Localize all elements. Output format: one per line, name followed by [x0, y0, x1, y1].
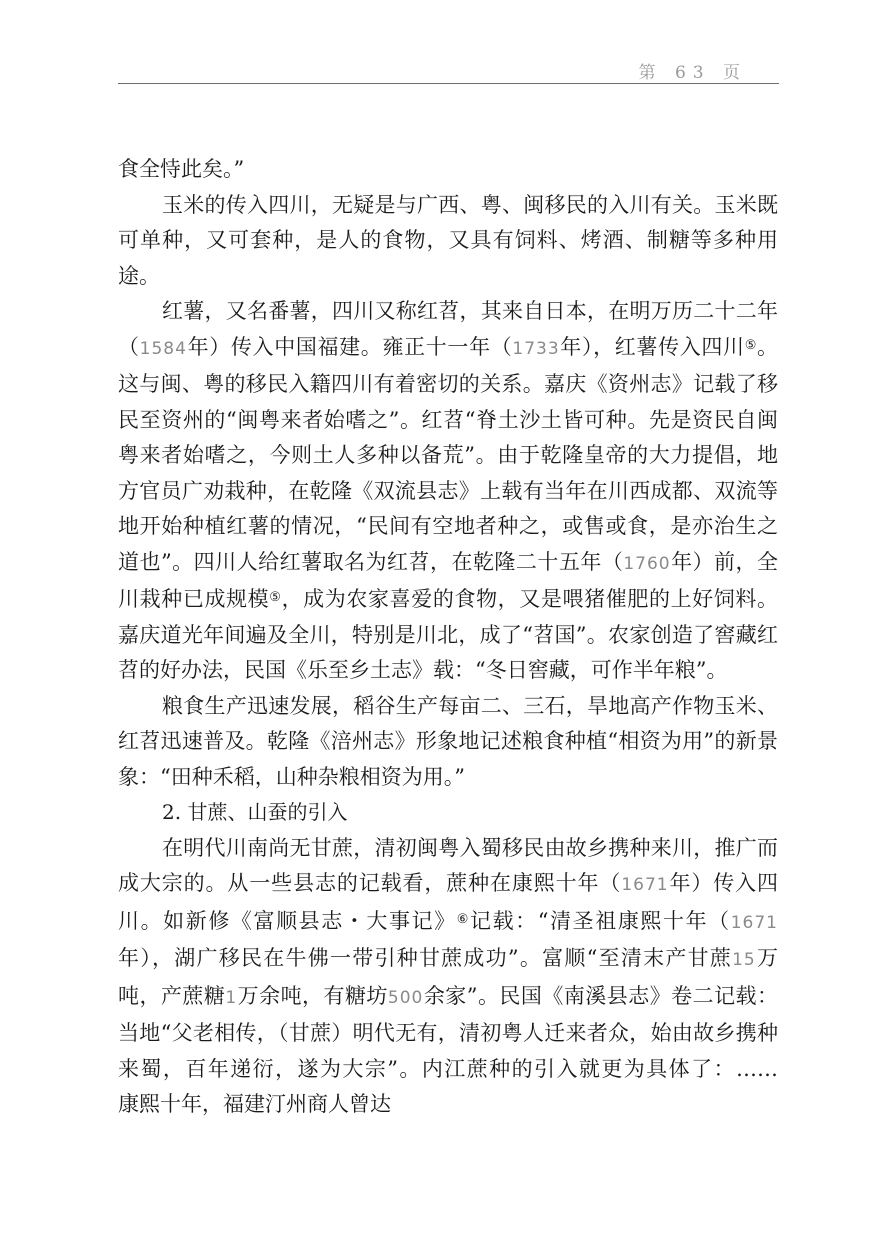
- paragraph-3: [118, 294, 778, 689]
- footnote-marker: ⑥: [456, 911, 470, 927]
- year-1760: 1760: [623, 553, 671, 574]
- quantity-value: 1: [225, 987, 238, 1008]
- paragraph-5: [118, 831, 799, 1123]
- paragraph-3-text: 红薯，又名番薯，四川又称红苕，其来自日本，在明万历二十二年（: [118, 299, 778, 359]
- header-rule: [118, 83, 779, 84]
- footnote-marker: ⑤: [269, 590, 282, 605]
- quantity-value: 500: [387, 987, 424, 1008]
- quantity-value: 15: [732, 950, 756, 970]
- page-number: 第 63 页: [638, 63, 747, 83]
- paragraph-5-text: 余家”。民国《南溪县志》卷二记载：当地“父老相传，（甘蔗）明代无有，清初粤人迁来者众，始由故乡携种来蜀，百年递衍，遂为大宗”。内江蔗种的引入就更为具体了：…… 康熙十年，福建汀州商人曾达: [118, 983, 799, 1116]
- paragraph-5-text: 记载：“清圣祖康熙十年（: [470, 908, 731, 933]
- year-1671: 1671: [730, 912, 778, 933]
- section-heading: 2. 甘蔗、山蚕的引入: [162, 800, 348, 824]
- paragraph-3-text: ，成为农家喜爱的食物，又是喂猪催肥的上好饲料。嘉庆道光年间遍及全川，特别是川北，成了“苕国”。农家创造了窖藏红苕的好办法，民国《乐至乡土志》载：“冬日窖藏，可作半年粮”。: [118, 587, 779, 682]
- page-header: [118, 58, 779, 82]
- paragraph-3-text: 年），红薯传入四川: [559, 334, 745, 359]
- paragraph-4: 粮食生产迅速发展，稻谷生产每亩二、三石，旱地高产作物玉米、红苕迅速普及。乾隆《涪州志》形象地记述粮食种植“相资为用”的新景象：“田种禾稻，山种杂粮相资为用。”: [118, 693, 778, 789]
- paragraph-3-text: 年）前，全川栽种已成规模: [118, 549, 779, 611]
- paragraph-3-text: 。这与闽、粤的移民入籍四川有着密切的关系。嘉庆《资州志》记载了移民至资州的“闽粤来者始嗜之”。红苕“脊土沙土皆可种。先是资民自闽粤来者始嗜之，今则土人多种以备荒”。由于乾隆皇帝的大力提倡，地方官员广劝栽种，在乾隆《双流县志》上载有当年在川西成都、双流等地开始种植红薯的情况，“民间有空地者种之，或售或食，是亦治生之道也”。四川人给红薯取名为红苕，在乾隆二十五年（: [118, 334, 779, 574]
- paragraph-3-text: 年）传入中国福建。雍正十一年（: [186, 334, 513, 359]
- year-1671: 1671: [621, 875, 669, 895]
- year-1584: 1584: [139, 338, 187, 359]
- year-1733: 1733: [512, 338, 560, 359]
- paragraph-5-text: 年），湖广移民在牛佛一带引种甘蔗成功”。富顺“至清末产甘蔗: [118, 946, 733, 970]
- paragraph-5-text: 万余吨，有糖坊: [237, 983, 388, 1008]
- paragraph-2: 玉米的传入四川，无疑是与广西、粤、闽移民的入川有关。玉米既可单种，又可套种，是人的食物，又具有饲料、烤酒、制糖等多种用途。: [118, 192, 778, 288]
- footnote-marker: ⑤: [744, 337, 758, 353]
- paragraph-5-text: 万吨，产蔗糖: [118, 946, 778, 1008]
- paragraph-5-text: 年）传入四川。如新修《富顺县志・大事记》: [118, 871, 779, 933]
- body-text: [118, 152, 799, 1123]
- paragraph-5-text: 在明代川南尚无甘蔗，清初闽粤入蜀移民由故乡携种来川，推广而成大宗的。从一些县志的记载看，蔗种在康熙十年（: [118, 835, 778, 895]
- paragraph-1: 食全恃此矣。”: [118, 157, 245, 181]
